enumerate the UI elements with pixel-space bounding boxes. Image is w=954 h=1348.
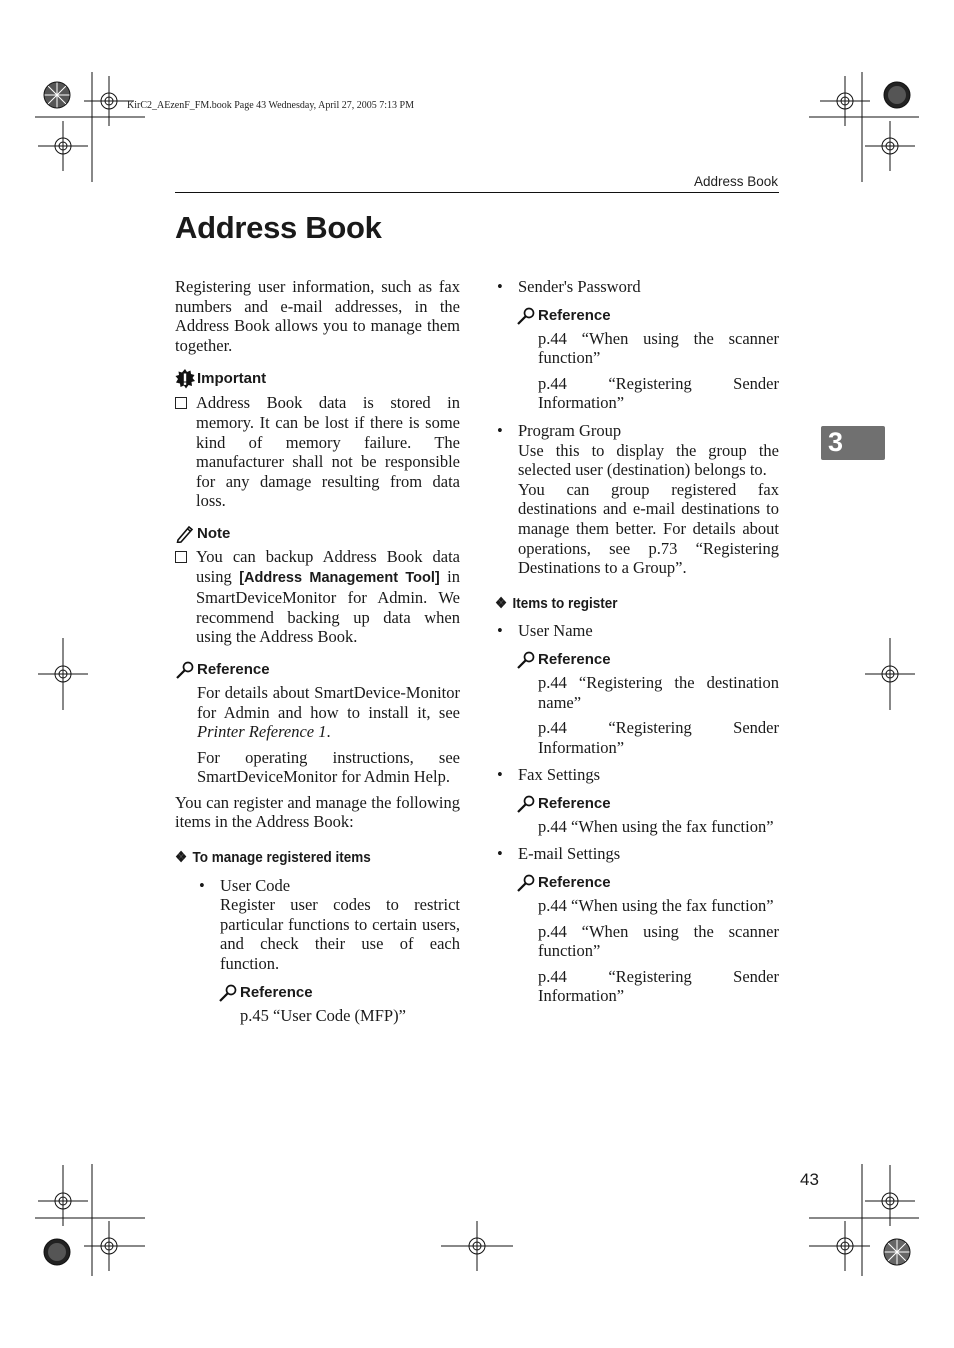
email-ref-link-1[interactable]: p.44 “When using the fax function” — [538, 896, 774, 916]
chapter-number: 3 — [828, 427, 844, 457]
running-head: Address Book — [693, 174, 778, 189]
diamond-icon: ❖ — [495, 594, 508, 612]
bullet-glyph: • — [497, 420, 503, 440]
fax-settings-title: Fax Settings — [518, 765, 601, 785]
ref1-post: . — [326, 722, 331, 742]
program-group-title: Program Group — [518, 420, 622, 440]
manage-paragraph: You can register and manage the following items in the Address Book: — [175, 792, 460, 832]
program-group-desc-1: Use this to display the group the selected user (destination) belongs to. — [518, 440, 779, 480]
reference-heading-label: Reference — [538, 794, 611, 812]
user-code-desc: Register user codes to restrict particular functions to certain users, and check their use of each function. — [220, 895, 460, 974]
registration-target-icon — [38, 121, 88, 171]
password-ref-link-2[interactable]: p.44 “Registering Sender Information” — [538, 373, 779, 413]
important-text: Address Book data is stored in memory. It can be lost if there is some kind of memory failure. The manufacturer shall not be responsible for any damage resulting from data loss. — [196, 393, 460, 511]
ui-label-address-management-tool: [Address Management Tool] — [239, 569, 440, 586]
fax-ref-link-1[interactable]: p.44 “When using the fax function” — [538, 816, 774, 836]
page-title: Address Book — [175, 210, 382, 245]
star-target-icon — [44, 82, 70, 108]
note-text-post: in SmartDeviceMonitor for Admin. We recommend backing up data when using the Address Book. — [196, 566, 460, 647]
user-code-title: User Code — [220, 875, 291, 895]
email-ref-link-3[interactable]: p.44 “Registering Sender Information” — [538, 966, 779, 1006]
manage-items-label: To manage registered items — [192, 849, 371, 867]
diamond-icon: ❖ — [175, 849, 188, 867]
bullet-glyph: • — [497, 765, 503, 785]
bullet-glyph: • — [497, 277, 503, 296]
intro-paragraph: Registering user information, such as fax numbers and e-mail addresses, in the Address Book allows you to manage them together. — [175, 277, 460, 355]
program-group-desc-2: You can group registered fax destinations and e-mail destinations to manage them better. For details about operations, see p.73 “Registering Destinations to a Group”. — [518, 479, 779, 578]
reference-text-2: For operating instructions, see SmartDeviceMonitor for Admin Help. — [197, 747, 460, 787]
user-name-ref-link-1[interactable]: p.44 “Registering the destination name” — [538, 672, 779, 712]
reference-heading-label: Reference — [538, 306, 611, 324]
bullet-glyph: • — [199, 875, 205, 895]
user-name-ref-link-2[interactable]: p.44 “Registering Sender Information” — [538, 718, 779, 757]
page-number: 43 — [800, 1170, 819, 1189]
ref1-pre: For details about SmartDevice-Monitor for Admin and how to install it, see — [197, 682, 460, 722]
reference-heading-label: Reference — [197, 660, 270, 678]
note-heading-label: Note — [197, 524, 231, 542]
bullet-glyph: • — [497, 844, 503, 864]
user-name-title: User Name — [518, 621, 593, 641]
reference-heading-label: Reference — [240, 983, 313, 1001]
printer-reference-title: Printer Reference 1 — [197, 722, 327, 742]
bullet-glyph: • — [497, 621, 503, 641]
senders-password-title: Sender's Password — [518, 277, 641, 296]
email-ref-link-2[interactable]: p.44 “When using the scanner function” — [538, 921, 779, 961]
note-text-pre: You can backup Address Book data using — [196, 546, 460, 586]
email-settings-title: E-mail Settings — [518, 844, 621, 864]
reference-heading-label: Reference — [538, 650, 611, 668]
password-ref-link-1[interactable]: p.44 “When using the scanner function” — [538, 328, 779, 368]
print-metadata: KirC2_AEzenF_FM.book Page 43 Wednesday, April 27, 2005 7:13 PM — [127, 100, 414, 111]
reference-heading-label: Reference — [538, 874, 611, 892]
user-code-ref-link[interactable]: p.45 “User Code (MFP)” — [240, 1005, 406, 1025]
items-to-register-label: Items to register — [512, 594, 618, 612]
important-heading-label: Important — [197, 370, 267, 388]
